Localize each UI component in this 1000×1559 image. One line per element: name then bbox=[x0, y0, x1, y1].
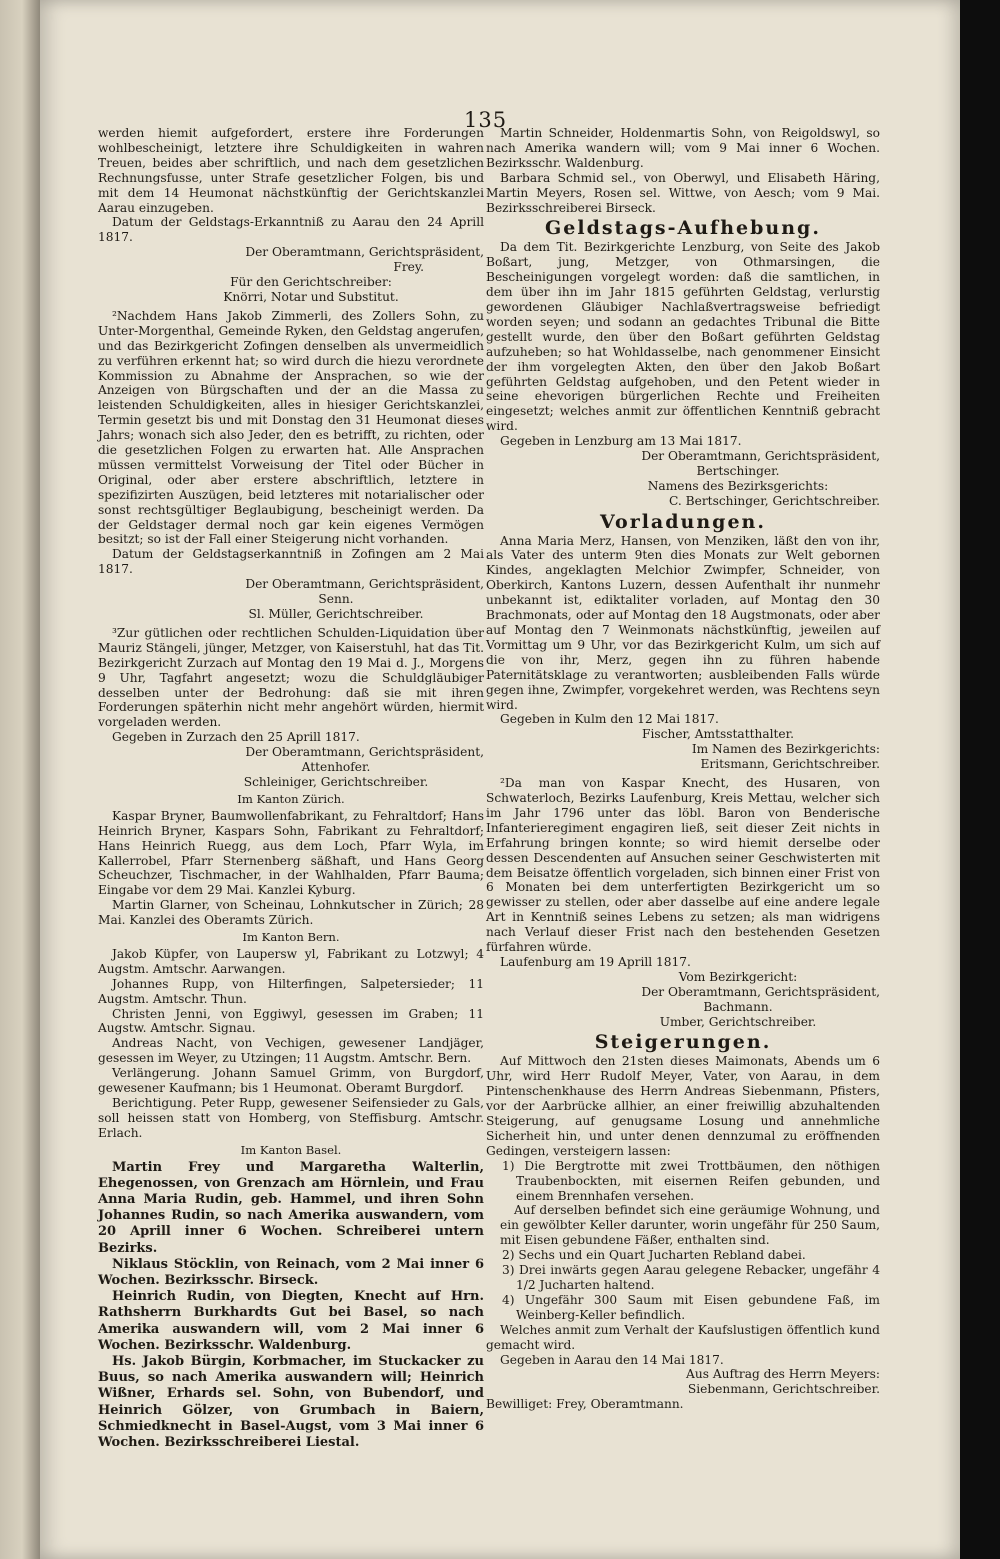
signature-line: Attenhofer. bbox=[301, 760, 371, 775]
list-item: Johannes Rupp, von Hilterfingen, Salpetersieder; 11 Augstm. Amtschr. Thun. bbox=[98, 976, 484, 1006]
notice-date: Gegeben in Aarau den 14 Mai 1817. bbox=[500, 1352, 724, 1367]
right-column bbox=[486, 126, 880, 1412]
notice-date: Gegeben in Lenzburg am 13 Mai 1817. bbox=[500, 434, 742, 449]
notice-date: Gegeben in Zurzach den 25 Aprill 1817. bbox=[112, 730, 360, 745]
signature-line: Der Oberamtmann, Gerichtspräsident, bbox=[641, 449, 880, 464]
signature-line: Namens des Bezirksgerichts: bbox=[647, 478, 829, 493]
list-item: Berichtigung. Peter Rupp, gewesener Seifensieder zu Gals, soll heissen statt von Homberg, von Steffisburg. Amtschr. Erlach. bbox=[98, 1096, 484, 1140]
notice-paragraph: Welches anmit zum Verhalt der Kaufslustigen öffentlich kund gemacht wird. bbox=[486, 1322, 880, 1352]
signature-line: Bertschinger. bbox=[696, 463, 780, 478]
notice-paragraph: Anna Maria Merz, Hansen, von Menziken, läßt den von ihr, als Vater des unterm 9ten dies Monats zur Welt gebornen Kindes, angeklagten Melchior Zwimpfer, Schneider, von Oberkirch, Kantons Luzern, dessen Aufenthalt ihr nunmehr unbekannt ist, ediktaliter vorladen, auf Montag den 30 Brachmonats, oder auf Montag den 18 Augstmonats, oder aber auf Montag den 7 Weinmonats nächstkünftig, jeweilen auf Vormittag um 9 Uhr, vor das Bezirkgericht Kulm, um sich auf die von ihr, Merz, gegen ihn zu führen habende Paternitätsklage zu verantworten; ausbleibenden Falls würde gegen ihne, Zwimpfer, vorgekehret werden, was Rechtens seyn wird. bbox=[486, 533, 880, 712]
notice-date: Laufenburg am 19 Aprill 1817. bbox=[500, 954, 691, 969]
signature-line: Senn. bbox=[318, 592, 354, 607]
notice-date: Gegeben in Kulm den 12 Mai 1817. bbox=[500, 712, 719, 727]
signature-line: Der Oberamtmann, Gerichtspräsident, bbox=[641, 984, 880, 999]
section-heading: Vorladungen. bbox=[600, 510, 766, 533]
list-item: Verlängerung. Johann Samuel Grimm, von Burgdorf, gewesener Kaufmann; bis 1 Heumonat. Oberamt Burgdorf. bbox=[98, 1066, 484, 1096]
list-item: Jakob Küpfer, von Laupersw yl, Fabrikant zu Lotzwyl; 4 Augstm. Amtschr. Aarwangen. bbox=[98, 946, 484, 976]
notice-date: Datum der Geldstags-Erkanntniß zu Aarau den 24 Aprill 1817. bbox=[98, 215, 484, 245]
section-heading: Steigerungen. bbox=[594, 1031, 772, 1054]
section-heading: Geldstags-Aufhebung. bbox=[545, 217, 821, 240]
list-item: Andreas Nacht, von Vechigen, gewesener Landjäger, gesessen im Weyer, zu Utzingen; 11 Augstm. Amtschr. Bern. bbox=[98, 1036, 484, 1066]
section-subheading: Im Kanton Bern. bbox=[242, 930, 340, 945]
list-item: 1) Die Bergtrotte mit zwei Trottbäumen, den nöthigen Traubenbockten, mit eisernen Reifen gebunden, und einem Brennhafen versehen. bbox=[502, 1158, 880, 1203]
signature-line: Aus Auftrag des Herrn Meyers: bbox=[686, 1367, 880, 1382]
list-item: Christen Jenni, von Eggiwyl, gesessen im Graben; 11 Augstw. Amtschr. Signau. bbox=[98, 1006, 484, 1036]
list-item: Heinrich Rudin, von Diegten, Knecht auf Hrn. Rathsherrn Burkhardts Gut bei Basel, so nach Amerika auswandern will, vom 2 Mai inner 6 Wochen. Bezirksschr. Waldenburg. bbox=[98, 1289, 484, 1353]
signature-line: Schleiniger, Gerichtschreiber. bbox=[243, 774, 429, 789]
signature-line: Knörri, Notar und Substitut. bbox=[223, 289, 399, 304]
signature-line: Der Oberamtmann, Gerichtspräsident, bbox=[245, 745, 484, 760]
list-item: Martin Schneider, Holdenmartis Sohn, von Reigoldswyl, so nach Amerika wandern will; vom 9 Mai inner 6 Wochen. Bezirksschr. Waldenburg. bbox=[486, 126, 880, 170]
notice-paragraph: ²Nachdem Hans Jakob Zimmerli, des Zollers Sohn, zu Unter-Morgenthal, Gemeinde Ryken, den Geldstag angerufen, und das Bezirkgericht Zofingen denselben als unvermeidlich zu verführen erkennt hat; so wird durch die hiezu verordnete Kommission zu Abnahme der Ansprachen, so wie der Anzeigen von Bürgschaften und der an die Massa zu leistenden Schuldigkeiten, alles in hiesiger Gerichtskanzlei, Termin gesetzt bis und mit Donstag den 31 Heumonat dieses Jahrs; wonach sich also Jeder, den es betrifft, zu richten, oder die gesetzlichen Folgen zu erwarten hat. Alle Ansprachen müssen vermittelst Vorweisung der Titel oder Bücher in Original, oder aber erstere abschriftlich, letztere in spezifizirten Auszügen, beid letzteres mit notarialischer oder sonst rechtsgültiger Beglaubigung, bescheinigt werden. Da der Geldstager dermal noch gar kein eigenes Vermögen besitzt; so ist der Fall einer Steigerung nicht vorhanden. bbox=[98, 308, 484, 547]
signature-line: Bachmann. bbox=[703, 999, 773, 1014]
list-item: Martin Frey und Margaretha Walterlin, Ehegenossen, von Grenzach am Hörnlein, und Frau Anna Maria Rudin, geb. Hammel, und ihren Sohn Johannes Rudin, so nach Amerika auswandern, vom 20 Aprill inner 6 Wochen. Schreiberei untern Bezirks. bbox=[98, 1159, 484, 1256]
list-item: 3) Drei inwärts gegen Aarau gelegene Rebacker, ungefähr 4 1/2 Jucharten haltend. bbox=[502, 1263, 880, 1292]
signature-line: Bewilliget: Frey, Oberamtmann. bbox=[486, 1397, 684, 1412]
notice-paragraph: ³Zur gütlichen oder rechtlichen Schulden-Liquidation über Mauriz Stängeli, jünger, Metzger, von Kaiserstuhl, hat das Tit. Bezirkgericht Zurzach auf Montag den 19 Mai d. J., Morgens 9 Uhr, Tagfahrt angesetzt; wozu die Schuldgläubiger desselben unter der Bedrohung: daß sie mit ihren Forderungen späterhin nicht mehr angehört würden, hiermit vorgeladen werden. bbox=[98, 625, 484, 730]
signature-line: C. Bertschinger, Gerichtschreiber. bbox=[669, 493, 880, 508]
signature-line: Fischer, Amtsstatthalter. bbox=[642, 727, 794, 742]
left-column bbox=[98, 126, 484, 1451]
signature-line: Umber, Gerichtschreiber. bbox=[659, 1014, 817, 1029]
signature-line: Siebenmann, Gerichtschreiber. bbox=[687, 1382, 880, 1397]
book-spine bbox=[0, 0, 40, 1559]
list-item: 4) Ungefähr 300 Saum mit Eisen gebundene Faß, im Weinberg-Keller befindlich. bbox=[502, 1292, 880, 1322]
signature-line: Sl. Müller, Gerichtschreiber. bbox=[248, 607, 424, 621]
signature-line: Im Namen des Bezirkgerichts: bbox=[691, 742, 880, 757]
section-subheading: Im Kanton Basel. bbox=[240, 1142, 342, 1157]
signature-line: Der Oberamtmann, Gerichtspräsident, bbox=[245, 245, 484, 260]
newspaper-page bbox=[40, 0, 960, 1559]
list-item: Kaspar Bryner, Baumwollenfabrikant, zu Fehraltdorf; Hans Heinrich Bryner, Kaspars Sohn, Fabrikant zu Fehraltdorf; Hans Heinrich Ruegg, aus dem Loch, Pfarr Wyla, im Kallerrobel, Pfarr Sternenberg säßhaft, und Hans Georg Scheuchzer, Tischmacher, in der Wahlhalden, Pfarr Bauma; Eingabe vor dem 29 Mai. Kanzlei Kyburg. bbox=[98, 808, 484, 898]
list-item: 2) Sechs und ein Quart Jucharten Rebland dabei. bbox=[502, 1248, 806, 1263]
list-item: Hs. Jakob Bürgin, Korbmacher, im Stuckacker zu Buus, so nach Amerika auswandern will; Heinrich Wißner, Erhards sel. Sohn, von Bubendorf, und Heinrich Gölzer, von Grumbach in Baiern, Schmiedknecht in Basel-Augst, vom 3 Mai inner 6 Wochen. Bezirksschreiberei Liestal. bbox=[98, 1354, 484, 1451]
notice-paragraph: werden hiemit aufgefordert, erstere ihre Forderungen wohlbescheinigt, letztere ihre Schuldigkeiten in wahren Treuen, beides aber schriftlich, und nach dem gesetzlichen Rechnungsfusse, unter Strafe gesetzlicher Folgen, bis und mit dem 14 Heumonat nächstkünftig der Gerichtskanzlei Aarau einzugeben. bbox=[98, 126, 484, 215]
notice-paragraph: Da dem Tit. Bezirkgerichte Lenzburg, von Seite des Jakob Boßart, jung, Metzger, von Othmarsingen, die Bescheinigungen vorgelegt worden: daß die samtlichen, in dem über ihn im Jahr 1815 geführten Geldstag, verlurstig gewordenen Gläubiger Nachlaßvertragsweise befriedigt worden seyen; und sodann an gedachtes Tribunal die Bitte gestellt wurde, den über den Boßart geführten Geldstag aufzuheben; so hat Wohldasselbe, nach genommener Einsicht der ihm vorgelegten Akten, den über den Jakob Boßart geführten Geldstag aufgehoben, und den Petent wieder in seine ehevorigen bürgerlichen Rechte und Freiheiten eingesetzt; welches anmit zur öffentlichen Kenntniß gebracht wird. bbox=[486, 240, 880, 434]
notice-paragraph: ²Da man von Kaspar Knecht, des Husaren, von Schwaterloch, Bezirks Laufenburg, Kreis Mettau, welcher sich im Jahr 1796 unter das löbl. Baron von Benderische Infanterieregiment engagiren ließ, seit dieser Zeit nichts in Erfahrung bringen konnte; so wird hiemit derselbe oder dessen Descendenten auf Ansuchen seiner Geschwisterten mit dem Beisatze öffentlich vorgeladen, sich binnen einer Frist von 6 Monaten bei dem unterfertigten Bezirkgericht um so gewisser zu stellen, oder aber dasselbe auf eine andere legale Art in Kenntniß seines Lebens zu setzen; als man widrigens nach Verlauf dieser Frist nach den bestehenden Gesetzen fürfahren würde. bbox=[486, 776, 880, 955]
section-subheading: Im Kanton Zürich. bbox=[237, 791, 345, 806]
signature-line: Eritsmann, Gerichtschreiber. bbox=[700, 757, 880, 772]
list-item: Niklaus Stöcklin, von Reinach, vom 2 Mai inner 6 Wochen. Bezirksschr. Birseck. bbox=[98, 1256, 484, 1289]
page-number: 135 bbox=[464, 108, 508, 132]
list-item: Martin Glarner, von Scheinau, Lohnkutscher in Zürich; 28 Mai. Kanzlei des Oberamts Zürich. bbox=[98, 898, 484, 928]
list-item: Barbara Schmid sel., von Oberwyl, und Elisabeth Häring, Martin Meyers, Rosen sel. Wittwe, von Aesch; vom 9 Mai. Bezirksschreiberei Birseck. bbox=[486, 170, 880, 215]
signature-line: Für den Gerichtschreiber: bbox=[230, 275, 392, 290]
signature-line: Vom Bezirkgericht: bbox=[678, 969, 798, 984]
notice-date: Datum der Geldstagserkanntniß in Zofingen am 2 Mai 1817. bbox=[98, 547, 484, 577]
signature-line: Der Oberamtmann, Gerichtspräsident, bbox=[245, 577, 484, 592]
signature-line: Frey. bbox=[393, 260, 424, 275]
notice-paragraph: Auf Mittwoch den 21sten dieses Maimonats, Abends um 6 Uhr, wird Herr Rudolf Meyer, Vater, von Aarau, in dem Pintenschenkhause des Herrn Andreas Siebenmann, Pfisters, vor der Aarbrücke allhier, an einer freiwillig abzuhaltenden Steigerung, auf genugsame Losung und annehmliche Sicherheit hin, und unter denen dennzumal zu eröffnenden Gedingen, versteigern lassen: bbox=[486, 1054, 880, 1158]
list-item: Auf derselben befindet sich eine geräumige Wohnung, und ein gewölbter Keller darunter, worin ungefähr für 250 Saum, mit Eisen gebundene Fäßer, enthalten sind. bbox=[500, 1203, 880, 1248]
